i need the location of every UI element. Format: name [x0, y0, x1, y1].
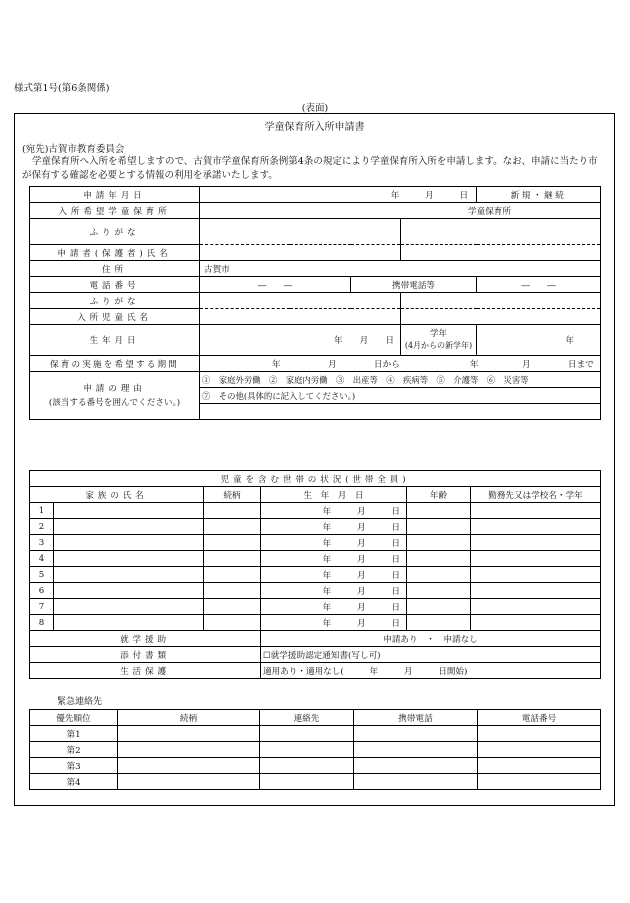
phone-field[interactable]: ― ―	[200, 277, 351, 293]
child-name-field-2[interactable]	[401, 309, 601, 325]
relation-field[interactable]	[204, 503, 261, 519]
grade-label-top: 学年	[429, 329, 448, 339]
period-from-year: 年	[272, 360, 281, 370]
relation-field[interactable]	[204, 567, 261, 583]
addressee: (宛先)古賀市教育委員会	[22, 144, 125, 155]
row-number: 3	[30, 535, 54, 551]
priority-cell: 第4	[30, 774, 118, 790]
reason-other-field[interactable]	[200, 404, 601, 420]
priority-cell: 第2	[30, 742, 118, 758]
contact-mobile-field[interactable]	[354, 774, 478, 790]
age-field[interactable]	[407, 519, 471, 535]
contact-place-field[interactable]	[260, 726, 354, 742]
workplace-field[interactable]	[471, 519, 601, 535]
applicant-furigana-field[interactable]	[200, 219, 401, 245]
reason-note: (該当する番号を囲んでください。)	[48, 397, 181, 408]
workplace-field[interactable]	[471, 567, 601, 583]
grade-label-bottom: (4月からの新学年)	[404, 341, 473, 350]
phone-label: 電話番号	[30, 277, 200, 293]
aid-select[interactable]: 申請あり ・ 申請なし	[261, 631, 601, 647]
family-name-field[interactable]	[54, 551, 204, 567]
child-furigana-field[interactable]	[200, 293, 401, 309]
contact-relation-field[interactable]	[118, 726, 260, 742]
col-contact-place: 連絡先	[260, 710, 354, 726]
col-priority: 優先順位	[30, 710, 118, 726]
relation-field[interactable]	[204, 599, 261, 615]
relation-field[interactable]	[204, 615, 261, 631]
row-number: 1	[30, 503, 54, 519]
child-furigana-field-2[interactable]	[401, 293, 601, 309]
welfare-label: 生活保護	[30, 663, 261, 679]
side-label: (表面)	[301, 103, 329, 114]
workplace-field[interactable]	[471, 599, 601, 615]
age-field[interactable]	[407, 615, 471, 631]
page-title: 学童保育所入所申請書	[264, 122, 365, 133]
family-name-field[interactable]	[54, 503, 204, 519]
age-field[interactable]	[407, 551, 471, 567]
birthdate-field[interactable]: 年 月 日	[261, 567, 407, 583]
contact-mobile-field[interactable]	[354, 742, 478, 758]
row-number: 5	[30, 567, 54, 583]
table-row	[30, 583, 601, 599]
contact-phone-field[interactable]	[478, 774, 601, 790]
applicant-name-field[interactable]	[200, 245, 401, 261]
row-number: 8	[30, 615, 54, 631]
col-age: 年齢	[407, 487, 471, 503]
col-family-name: 家族の氏名	[30, 487, 204, 503]
row-number: 4	[30, 551, 54, 567]
facility-label: 入所希望学童保育所	[30, 203, 200, 219]
age-field[interactable]	[407, 583, 471, 599]
reason-options-2[interactable]: ⑦ その他(具体的に記入してください。)	[200, 388, 601, 404]
table-row	[30, 774, 601, 790]
workplace-field[interactable]	[471, 551, 601, 567]
table-row	[30, 567, 601, 583]
contact-relation-field[interactable]	[118, 758, 260, 774]
period-label: 保育の実施を希望する期間	[30, 356, 200, 372]
reason-label: 申請の理由	[83, 383, 146, 394]
grade-field[interactable]: 年	[477, 325, 601, 356]
birthdate-field[interactable]: 年 月 日	[261, 519, 407, 535]
child-furigana-label: ふりがな	[30, 293, 200, 309]
period-to-year: 年	[470, 360, 479, 370]
child-name-field[interactable]	[200, 309, 401, 325]
family-name-field[interactable]	[54, 583, 204, 599]
contact-place-field[interactable]	[260, 758, 354, 774]
col-relation: 続柄	[204, 487, 261, 503]
birth-label: 生年月日	[30, 325, 200, 356]
attach-checkbox[interactable]: ☐就学援助認定通知書(写し可)	[261, 647, 601, 663]
birthdate-field[interactable]: 年 月 日	[261, 599, 407, 615]
age-field[interactable]	[407, 503, 471, 519]
birthdate-field[interactable]: 年 月 日	[261, 535, 407, 551]
col-contact-relation: 続柄	[118, 710, 260, 726]
mobile-label: 携帯電話等	[351, 277, 477, 293]
table-row	[30, 758, 601, 774]
emergency-label: 緊急連絡先	[57, 697, 103, 707]
contact-relation-field[interactable]	[118, 742, 260, 758]
table-row	[30, 551, 601, 567]
application-date-field[interactable]: 年 月 日	[200, 187, 477, 203]
row-number: 2	[30, 519, 54, 535]
household-table	[29, 470, 601, 679]
relation-field[interactable]	[204, 551, 261, 567]
date-label: 申請年月日	[30, 187, 200, 203]
table-row	[30, 519, 601, 535]
table-row	[30, 599, 601, 615]
applicant-furigana-label: ふりがな	[30, 219, 200, 245]
contact-mobile-field[interactable]	[354, 758, 478, 774]
attach-label: 添付書類	[30, 647, 261, 663]
period-from-month: 月	[328, 360, 337, 370]
emergency-table	[29, 709, 601, 790]
family-name-field[interactable]	[54, 615, 204, 631]
mobile-field[interactable]: ― ―	[477, 277, 601, 293]
workplace-field[interactable]	[471, 615, 601, 631]
table-row	[30, 726, 601, 742]
age-field[interactable]	[407, 599, 471, 615]
col-birthdate: 生 年 月 日	[261, 487, 407, 503]
address-field[interactable]: 古賀市	[200, 261, 601, 277]
workplace-field[interactable]	[471, 583, 601, 599]
row-number: 7	[30, 599, 54, 615]
workplace-field[interactable]	[471, 503, 601, 519]
family-name-field[interactable]	[54, 519, 204, 535]
family-name-field[interactable]	[54, 535, 204, 551]
table-row	[30, 742, 601, 758]
address-label: 住所	[30, 261, 200, 277]
relation-field[interactable]	[204, 583, 261, 599]
grade-label	[401, 325, 477, 356]
period-from-day: 日から	[374, 360, 400, 370]
period-to-day: 日まで	[568, 360, 594, 370]
age-field[interactable]	[407, 567, 471, 583]
table-row	[30, 503, 601, 519]
birthdate-field[interactable]: 年 月 日	[261, 583, 407, 599]
table-row	[30, 615, 601, 631]
family-name-field[interactable]	[54, 599, 204, 615]
period-to-month: 月	[522, 360, 531, 370]
table-row	[30, 535, 601, 551]
form-number: 様式第1号(第6条関係)	[14, 83, 110, 94]
applicant-name-label: 申請者(保護者)氏名	[30, 245, 200, 261]
contact-place-field[interactable]	[260, 742, 354, 758]
col-workplace: 勤務先又は学校名・学年	[471, 487, 601, 503]
birth-field[interactable]: 年 月 日	[200, 325, 401, 356]
contact-phone-field[interactable]	[478, 726, 601, 742]
birthdate-field[interactable]: 年 月 日	[261, 551, 407, 567]
contact-relation-field[interactable]	[118, 774, 260, 790]
col-mobile: 携帯電話	[354, 710, 478, 726]
contact-phone-field[interactable]	[478, 758, 601, 774]
child-name-label: 入所児童氏名	[30, 309, 200, 325]
welfare-select[interactable]: 適用あり・適用なし( 年 月 日開始)	[261, 663, 601, 679]
priority-cell: 第1	[30, 726, 118, 742]
reason-label-cell	[30, 372, 200, 420]
birthdate-field[interactable]: 年 月 日	[261, 503, 407, 519]
col-phone: 電話番号	[478, 710, 601, 726]
facility-field[interactable]: 学童保育所	[200, 203, 601, 219]
age-field[interactable]	[407, 535, 471, 551]
contact-place-field[interactable]	[260, 774, 354, 790]
intro-text: 学童保育所へ入所を希望しますので、古賀市学童保育所条例第4条の規定により学童保育所入所を申請します。なお、申請に当たり市が保有する確認を必要とする情報の利用を承諾いたします。	[22, 156, 598, 181]
application-table	[29, 186, 601, 420]
birthdate-field[interactable]: 年 月 日	[261, 615, 407, 631]
relation-field[interactable]	[204, 519, 261, 535]
contact-mobile-field[interactable]	[354, 726, 478, 742]
relation-field[interactable]	[204, 535, 261, 551]
new-continue-select[interactable]: 新規・継続	[477, 187, 601, 203]
applicant-name-field-2[interactable]	[401, 245, 601, 261]
family-name-field[interactable]	[54, 567, 204, 583]
priority-cell: 第3	[30, 758, 118, 774]
aid-label: 就学援助	[30, 631, 261, 647]
contact-phone-field[interactable]	[478, 742, 601, 758]
period-field[interactable]	[200, 356, 601, 372]
reason-options-1[interactable]: ① 家庭外労働 ② 家庭内労働 ③ 出産等 ④ 疾病等 ⑤ 介護等 ⑥ 災害等	[200, 372, 601, 388]
row-number: 6	[30, 583, 54, 599]
applicant-furigana-field-2[interactable]	[401, 219, 601, 245]
household-title: 児童を含む世帯の状況(世帯全員)	[30, 471, 601, 487]
workplace-field[interactable]	[471, 535, 601, 551]
